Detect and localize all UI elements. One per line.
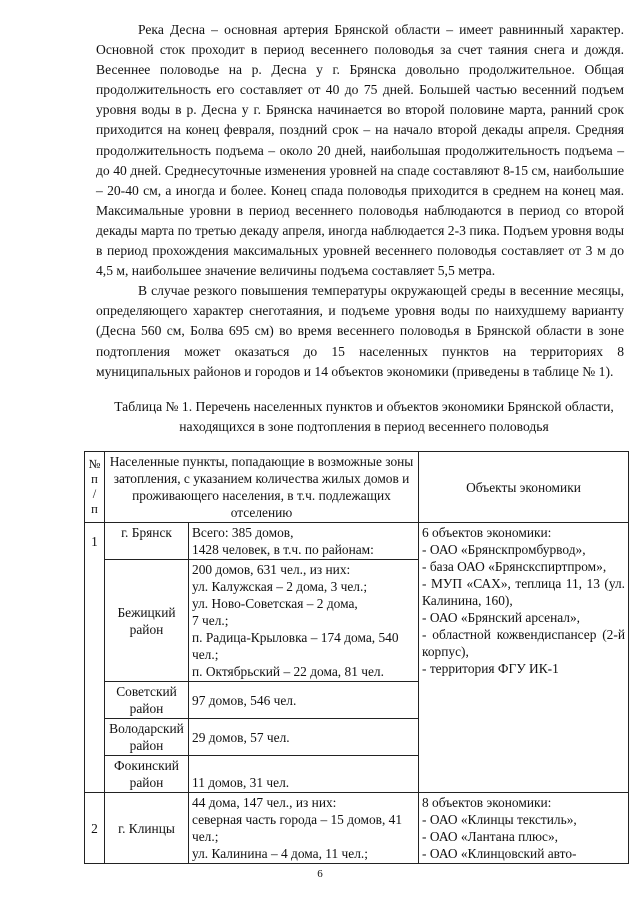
detail-line: 200 домов, 631 чел., из них: [192, 562, 351, 577]
object-line: - ОАО «Клинцовский авто- [422, 846, 577, 861]
district-details: 29 домов, 57 чел. [189, 719, 419, 756]
object-line: - ОАО «Клинцы текстиль», [422, 812, 577, 827]
detail-line: северная часть города – 15 домов, 41 чел.; [192, 812, 403, 844]
detail-line: Всего: 385 домов, [192, 525, 294, 540]
economic-objects [419, 793, 629, 864]
object-line: - ОАО «Брянскпромбурвод», [422, 542, 586, 557]
object-line: 6 объектов экономики: [422, 525, 552, 540]
city-name: г. Брянск [105, 523, 189, 560]
header-settlements: Населенные пункты, попадающие в возможные зоны затопления, с указанием количества жилых домов и проживающего населения, в т.ч. подлежащих отселению [105, 452, 419, 523]
body-text [96, 20, 624, 382]
detail-line: п. Радица-Крыловка – 174 дома, 540 чел.; [192, 630, 399, 662]
detail-line: 1428 человек, в т.ч. по районам: [192, 542, 374, 557]
district-details [189, 560, 419, 682]
object-line: 8 объектов экономики: [422, 795, 552, 810]
header-num: № п / п [85, 452, 105, 523]
table-caption: Таблица № 1. Перечень населенных пунктов и объектов экономики Брянской области, находящихся в зоне подтопления в период весеннего половодья [114, 399, 614, 434]
settlement-total [189, 523, 419, 560]
detail-line: ул. Калужская – 2 дома, 3 чел.; [192, 579, 368, 594]
row-number: 1 [85, 523, 105, 793]
header-objects: Объекты экономики [419, 452, 629, 523]
detail-line: ул. Ново-Советская – 2 дома, [192, 596, 358, 611]
district-details: 97 домов, 546 чел. [189, 682, 419, 719]
flood-zone-table [84, 451, 629, 864]
district-name: Советский район [105, 682, 189, 719]
paragraph-desna-river: Река Десна – основная артерия Брянской области – имеет равнинный характер. Основной сток проходит в период весеннего половодья за счет таяния снега и дождя. Весеннее половодье на р. Десна у г. Брянска довольно продолжительное. Общая продолжительность его составляет от 40 до 75 дней. Большей частью весенний подъем уровня воды в р. Десна у г. Брянска начинается во второй половине марта, ранний срок приходится на конец февраля, поздний срок – на начало второй декады апреля. Средняя продолжительность подъема – около 20 дней, наибольшая продолжительность подъема – до 40 дней. Среднесуточные изменения уровней на спаде составляют 8-15 см, наибольшие – 20-40 см, а иногда и более. Конец спада половодья приходится в среднем на конец мая. Максимальные уровни в период весеннего половодья наблюдаются в период со второй декады марта по третью декаду апреля, иногда наблюдается 2-3 пика. Подъем уровня воды в период прохождения максимальных уровней весеннего половодья составляет от 3 м до 4,5 м, наибольшее значение величины подъема составляет 5,5 метра. [96, 22, 624, 279]
row-number: 2 [85, 793, 105, 864]
table-row [85, 523, 629, 560]
detail-line: 7 чел.; [192, 613, 229, 628]
economic-objects [419, 523, 629, 793]
object-line: - территория ФГУ ИК-1 [422, 661, 559, 676]
detail-line: 44 дома, 147 чел., из них: [192, 795, 337, 810]
detail-line: ул. Калинина – 4 дома, 11 чел.; [192, 846, 368, 861]
district-name: Бежицкий район [105, 560, 189, 682]
district-details: 11 домов, 31 чел. [189, 756, 419, 793]
page-number: 6 [317, 868, 323, 880]
city-name: г. Клинцы [105, 793, 189, 864]
table-header-row [85, 452, 629, 523]
district-name: Фокинский район [105, 756, 189, 793]
object-line: - ОАО «Лантана плюс», [422, 829, 558, 844]
table-row [85, 793, 629, 864]
object-line: - база ОАО «Брянскспиртпром», [422, 559, 607, 574]
district-name: Володарский район [105, 719, 189, 756]
settlement-details [189, 793, 419, 864]
object-line: - ОАО «Брянский арсенал», [422, 610, 581, 625]
object-line: - областной кожвендиспансер (2-й корпус), [422, 627, 626, 659]
object-line: - МУП «САХ», теплица 11, 13 (ул. Калинина, 160), [422, 576, 626, 608]
paragraph-flood-scenario: В случае резкого повышения температуры окружающей среды в весенние месяцы, определяющего характер снеготаяния, и подъеме уровня воды по наихудшему варианту (Десна 560 см, Болва 695 см) во время весеннего половодья в Брянской области в зоне подтопления может оказаться до 15 населенных пунктов на территориях 8 муниципальных районов и городов и 14 объектов экономики (приведены в таблице № 1). [96, 283, 624, 379]
detail-line: п. Октябрьский – 22 дома, 81 чел. [192, 664, 384, 679]
